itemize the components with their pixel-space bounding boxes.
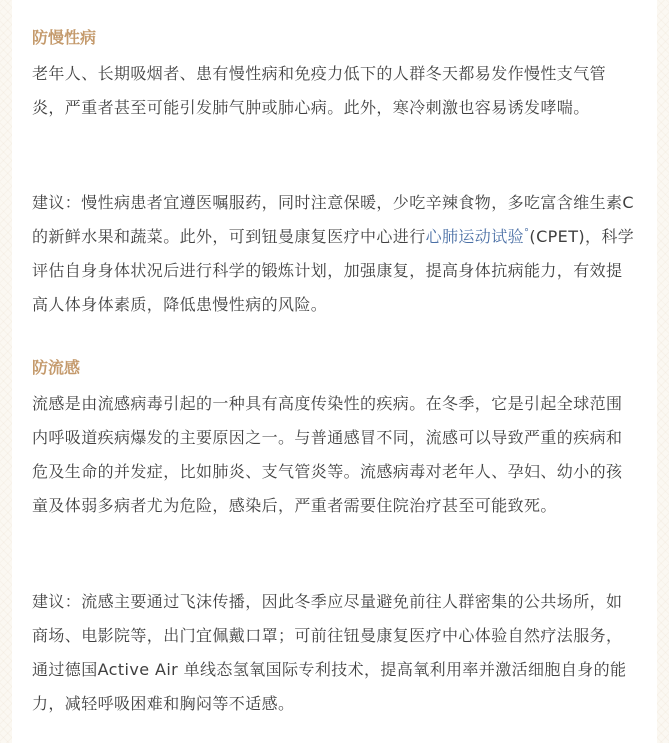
chronic-disease-advice-text-rest: (CPET)，科学评估自身身体状况后进行科学的锻炼计划，加强康复，提高身体抗病能力，有效提高人体身体素质，降低患慢性病的风险。 <box>32 227 635 314</box>
cpet-link[interactable]: 心肺运动试验 <box>425 227 525 246</box>
chronic-disease-advice <box>32 186 638 322</box>
flu-advice: 建议：流感主要通过飞沫传播，因此冬季应尽量避免前往人群密集的公共场所，如商场、电影院等，出门宜佩戴口罩；可前往钮曼康复医疗中心体验自然疗法服务，通过德国Active Air 单线态氢氧国际专利技术，提高氧利用率并激活细胞自身的能力，减轻呼吸困难和胸闷等不适感。 <box>32 592 627 713</box>
chronic-disease-intro: 老年人、长期吸烟者、患有慢性病和免疫力低下的人群冬天都易发作慢性支气管炎，严重者甚至可能引发肺气肿或肺心病。此外，寒冷刺激也容易诱发哮喘。 <box>32 64 607 117</box>
search-icon[interactable]: ° <box>524 227 530 239</box>
chronic-disease-advice-text: 建议：慢性病患者宜遵医嘱服药，同时注意保暖，少吃辛辣食物，多吃富含维生素C的新鲜水果和蔬菜。此外，可到钮曼康复医疗中心进行 <box>32 193 634 246</box>
section-heading-flu: 防流感 <box>32 358 81 377</box>
section-heading-chronic-disease: 防慢性病 <box>32 28 97 47</box>
flu-intro: 流感是由流感病毒引起的一种具有高度传染性的疾病。在冬季，它是引起全球范围内呼吸道疾病爆发的主要原因之一。与普通感冒不同，流感可以导致严重的疾病和危及生命的并发症，比如肺炎、支气管炎等。流感病毒对老年人、孕妇、幼小的孩童及体弱多病者尤为危险，感染后，严重者需要住院治疗甚至可能致死。 <box>32 394 623 515</box>
article-card <box>12 0 657 743</box>
